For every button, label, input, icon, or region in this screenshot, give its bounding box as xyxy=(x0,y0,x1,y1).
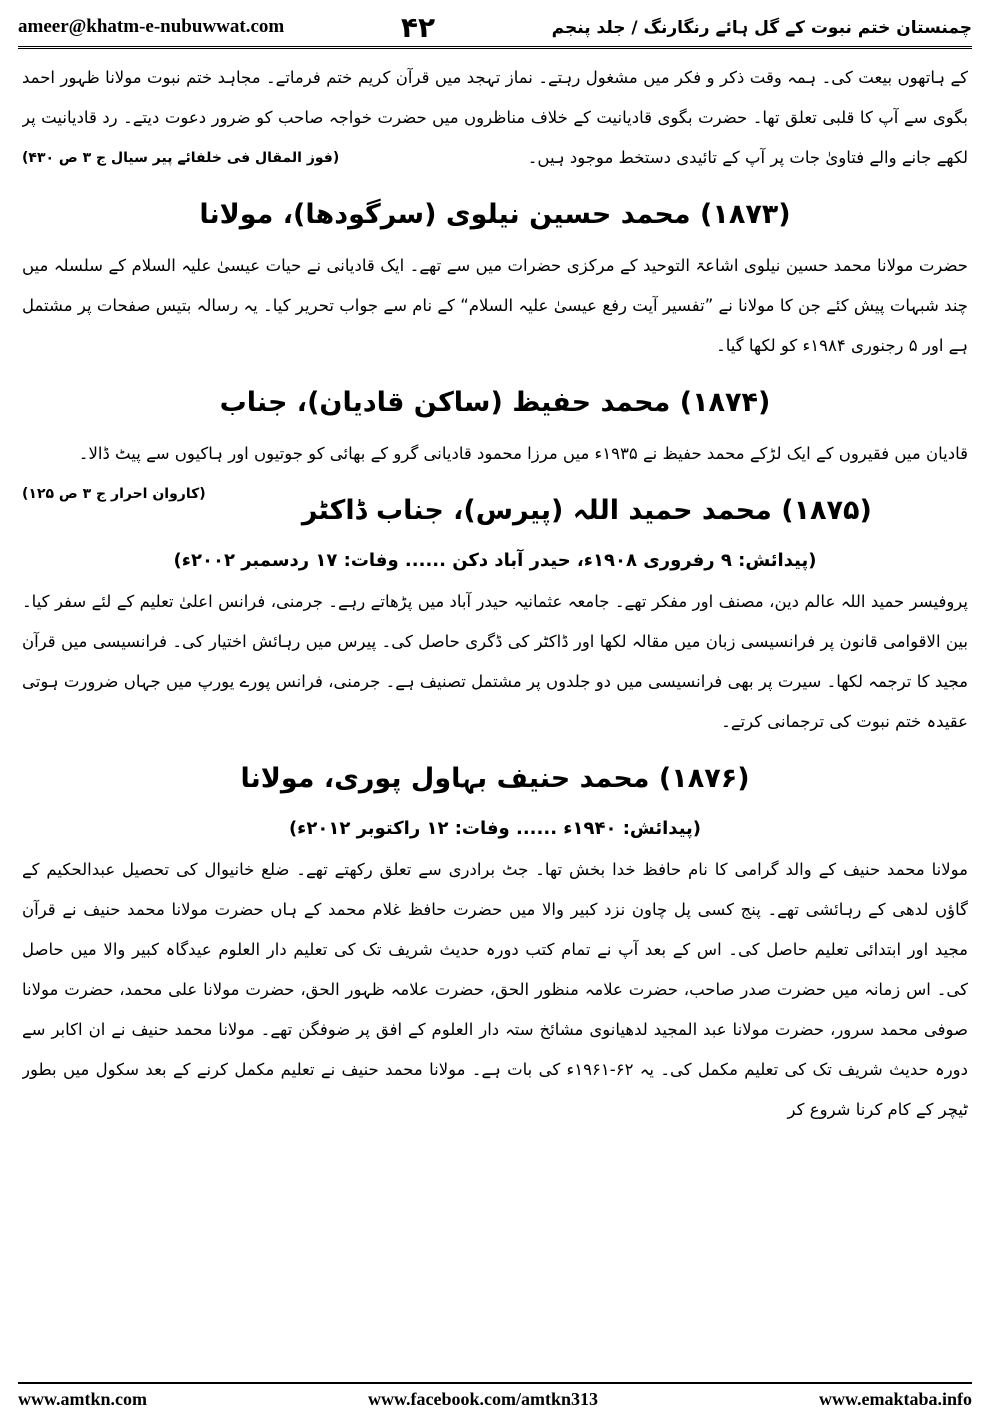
footer-link-emaktaba[interactable]: www.emaktaba.info xyxy=(818,1388,972,1409)
page-content xyxy=(22,58,968,1358)
entry-paragraph-1876: مولانا محمد حنیف کے والد گرامی کا نام حافظ خدا بخش تھا۔ جٹ برادری سے تعلق رکھتے تھے۔ ضلع خانیوال کی تحصیل عبدالحکیم کے گاؤں لدھی کے رہائشی تھے۔ پنج کسی پل چاون نزد کبیر والا میں حضرت حافظ غلام محمد کے ہاں حضرت مولانا محمد حنیف نے قرآن مجید اور ابتدائی تعلیم حاصل کی۔ اس کے بعد آپ نے تمام کتب دورہ حدیث شریف تک کی تعلیم دار العلوم عیدگاہ کبیر والا میں حاصل کی۔ اس زمانہ میں حضرت صدر صاحب، حضرت علامہ منظور الحق، حضرت علامہ ظہور الحق، حضرت مولانا علی محمد، حضرت مولانا صوفی محمد سرور، حضرت مولانا عبد المجید لدھیانوی مشائخ ستہ دار العلوم کے افق پر ضوفگن تھے۔ مولانا محمد حنیف نے ان اکابر سے دورہ حدیث شریف تک کی تعلیم مکمل کی۔ یہ ۶۲-۱۹۶۱ء کی بات ہے۔ مولانا محمد حنیف نے تعلیم مکمل کرنے کے بعد سکول میں بطور ٹیچر کے کام کرنا شروع کر xyxy=(22,860,968,1119)
paragraph-text: قادیان میں فقیروں کے ایک لڑکے محمد حفیظ نے ۱۹۳۵ء میں مرزا محمود قادیانی گرو کے بھائی کو جوتیوں اور ہاکیوں سے پیٹ ڈالا۔ xyxy=(78,444,968,463)
entry-paragraph-1875: پروفیسر حمید اللہ عالم دین، مصنف اور مفکر تھے۔ جامعہ عثمانیہ حیدر آباد میں پڑھاتے رہے۔ جرمنی، فرانس اعلیٰ تعلیم کے لئے سفر کیا۔ بین الاقوامی قانون پر فرانسیسی زبان میں مقالہ لکھا اور ڈاکٹر کی ڈگری حاصل کی۔ پیرس میں رہائش اختیار کی۔ فرانسیسی میں قرآن مجید کا ترجمہ لکھا۔ سیرت پر بھی فرانسیسی میں دو جلدوں پر مشتمل تصنیف ہے۔ جرمنی، فرانس پورے یورپ میں جہاں ضرورت ہوتی عقیدہ ختم نبوت کی ترجمانی کرتے۔ xyxy=(22,592,968,731)
citation: (فوز المقال فی خلفائے پیر سیال ج ۳ ص ۴۳۰) xyxy=(22,150,340,166)
header-email: ameer@khatm-e-nubuwwat.com xyxy=(18,16,285,37)
entry-paragraph-1873: حضرت مولانا محمد حسین نیلوی اشاعۃ التوحید کے مرکزی حضرات میں سے تھے۔ ایک قادیانی نے حیات عیسیٰ علیہ السلام کے سلسلہ میں چند شبہات پیش کئے جن کا مولانا نے ”تفسیر آیت رفع عیسیٰ علیہ السلام“ کے نام سے جواب تحریر کیا۔ یہ رسالہ بتیس صفحات پر مشتمل ہے اور ۵ رجنوری ۱۹۸۴ء کو لکھا گیا۔ xyxy=(22,256,968,355)
page-number: ۴۲ xyxy=(400,10,436,44)
footer-link-amtkn[interactable]: www.amtkn.com xyxy=(18,1388,147,1409)
entry-paragraph-1874 xyxy=(22,434,968,502)
entry-heading-1875: (۱۸۷۵) محمد حمید اللہ (پیرس)، جناب ڈاکٹر xyxy=(301,495,872,526)
page-header xyxy=(18,8,972,49)
entry-dates-1875: (پیدائش: ۹ رفروری ۱۹۰۸ء، حیدر آباد دکن ...... وفات: ۱۷ ردسمبر ۲۰۰۲ء) xyxy=(173,550,817,571)
page-footer xyxy=(18,1382,972,1414)
book-title: چمنستان ختم نبوت کے گل ہائے رنگارنگ / جلد پنجم xyxy=(551,17,972,38)
footer-link-facebook[interactable]: www.facebook.com/amtkn313 xyxy=(367,1388,598,1409)
continued-paragraph xyxy=(22,58,968,178)
entry-heading-1874: (۱۸۷۴) محمد حفیظ (ساکن قادیان)، جناب xyxy=(219,387,771,418)
paragraph-text: کے ہاتھوں بیعت کی۔ ہمہ وقت ذکر و فکر میں مشغول رہتے۔ نماز تہجد میں قرآن کریم ختم فرماتے۔ مجاہد ختم نبوت مولانا ظہور احمد بگوی سے آپ کا قلبی تعلق تھا۔ حضرت بگوی قادیانیت کے خلاف مناظروں میں حضرت خواجہ صاحب کو ضرور دعوت دیتے۔ رد قادیانیت پر لکھے جانے والے فتاویٰ جات پر آپ کے تائیدی دستخط موجود ہیں۔ xyxy=(22,68,968,167)
entry-heading-1876: (۱۸۷۶) محمد حنیف بہاول پوری، مولانا xyxy=(240,763,750,794)
entry-heading-1873: (۱۸۷۳) محمد حسین نیلوی (سرگودھا)، مولانا xyxy=(199,199,791,230)
citation: (کاروان احرار ج ۳ ص ۱۲۵) xyxy=(22,486,206,502)
entry-dates-1876: (پیدائش: ۱۹۴۰ء ...... وفات: ۱۲ راکتوبر ۲۰۱۲ء) xyxy=(288,818,702,839)
